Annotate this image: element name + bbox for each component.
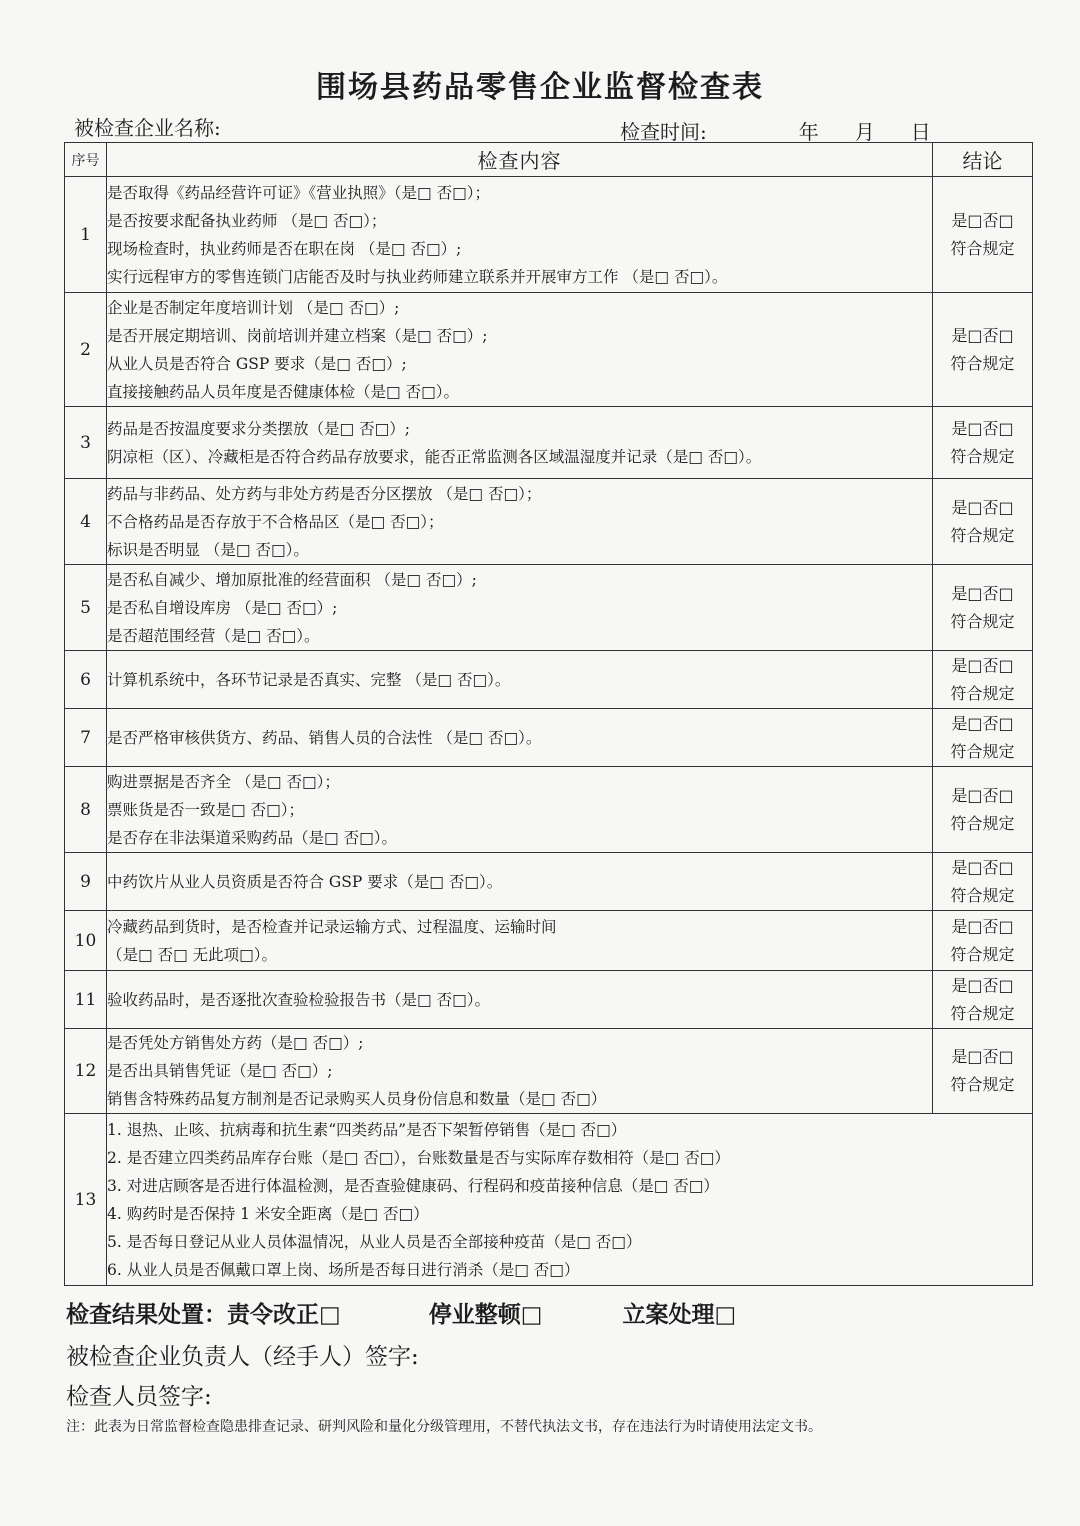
check-item-line: 从业人员是否符合 GSP 要求（是□ 否□）; [107, 354, 407, 373]
result-compliant: 符合规定 [950, 446, 1015, 466]
row-content [107, 177, 933, 293]
result-yes-no: 是□否□ [951, 785, 1014, 805]
result-yes-no: 是□否□ [951, 583, 1014, 603]
date-year-label: 年 [798, 120, 819, 144]
row-number: 7 [65, 709, 107, 767]
row-content [107, 911, 933, 971]
row-result [933, 1029, 1033, 1114]
company-name-label: 被检查企业名称: [74, 116, 221, 140]
check-item-line: 是否开展定期培训、岗前培训并建立档案（是□ 否□）; [107, 326, 488, 345]
check-item-line: 2. 是否建立四类药品库存台账（是□ 否□），台账数量是否与实际库存数相符（是□ 否□） [107, 1148, 730, 1167]
table-header-row [65, 143, 1033, 177]
row-result [933, 177, 1033, 293]
row-number: 3 [65, 407, 107, 479]
row-number: 8 [65, 767, 107, 853]
check-item-line: 是否按要求配备执业药师 （是□ 否□）； [107, 211, 387, 230]
company-signature-label: 被检查企业负责人（经手人）签字: [66, 1344, 419, 1370]
col-header-result: 结论 [933, 143, 1033, 177]
footnote: 注：此表为日常监督检查隐患排查记录、研判风险和量化分级管理用，不替代执法文书，存在违法行为时请使用法定文书。 [66, 1419, 822, 1435]
check-item-line: 是否存在非法渠道采购药品（是□ 否□）。 [107, 828, 397, 847]
row-result [933, 911, 1033, 971]
table-row [65, 407, 1033, 479]
check-item-line: 是否取得《药品经营许可证》《营业执照》（是□ 否□）； [107, 183, 490, 202]
check-item-line: （是□ 否□ 无此项□）。 [107, 945, 278, 964]
check-item-line: 5. 是否每日登记从业人员体温情况，从业人员是否全部接种疫苗（是□ 否□） [107, 1232, 642, 1251]
row-content [107, 1029, 933, 1114]
result-yes-no: 是□否□ [951, 325, 1014, 345]
row-number: 12 [65, 1029, 107, 1114]
result-compliant: 符合规定 [950, 683, 1015, 703]
result-yes-no: 是□否□ [951, 497, 1014, 517]
date-day-label: 日 [910, 120, 931, 144]
check-item-line: 是否严格审核供货方、药品、销售人员的合法性 （是□ 否□）。 [107, 728, 542, 747]
row-content [107, 407, 933, 479]
row-content [107, 767, 933, 853]
row-content [107, 293, 933, 407]
result-compliant: 符合规定 [950, 611, 1015, 631]
result-compliant: 符合规定 [950, 525, 1015, 545]
result-compliant: 符合规定 [950, 238, 1015, 258]
row-content [107, 709, 933, 767]
table-row [65, 177, 1033, 293]
check-item-line: 药品是否按温度要求分类摆放（是□ 否□）; [107, 419, 410, 438]
result-compliant: 符合规定 [950, 944, 1015, 964]
check-item-line: 标识是否明显 （是□ 否□）。 [107, 540, 309, 559]
result-yes-no: 是□否□ [951, 975, 1014, 995]
check-item-line: 冷藏药品到货时，是否检查并记录运输方式、过程温度、运输时间 [107, 917, 557, 936]
result-yes-no: 是□否□ [951, 210, 1014, 230]
date-month-label: 月 [854, 120, 875, 144]
table-row [65, 853, 1033, 911]
disposal-options [66, 1296, 736, 1329]
result-compliant: 符合规定 [950, 353, 1015, 373]
disposal-rectify: 检查结果处置：责令改正□ [66, 1301, 341, 1328]
table-row [65, 911, 1033, 971]
result-yes-no: 是□否□ [951, 655, 1014, 675]
inspector-signature-label: 检查人员签字: [66, 1384, 212, 1410]
row-result [933, 293, 1033, 407]
table-row [65, 293, 1033, 407]
row-content [107, 651, 933, 709]
col-header-no: 序号 [65, 143, 107, 177]
inspection-time [620, 116, 931, 145]
result-compliant: 符合规定 [950, 1075, 1015, 1094]
check-item-line: 直接接触药品人员年度是否健康体检（是□ 否□）。 [107, 382, 459, 401]
col-header-content: 检查内容 [107, 143, 933, 177]
check-item-line: 不合格药品是否存放于不合格品区（是□ 否□）； [107, 512, 444, 531]
row-content [107, 479, 933, 565]
check-item-line: 实行远程审方的零售连锁门店能否及时与执业药师建立联系并开展审方工作 （是□ 否□）。 [107, 267, 728, 286]
check-item-line: 是否私自增设库房 （是□ 否□）; [107, 598, 338, 617]
check-item-line: 是否出具销售凭证（是□ 否□）; [107, 1062, 333, 1080]
row-number: 10 [65, 911, 107, 971]
check-item-line: 中药饮片从业人员资质是否符合 GSP 要求（是□ 否□）。 [107, 872, 503, 891]
row-result [933, 709, 1033, 767]
check-item-line: 药品与非药品、处方药与非处方药是否分区摆放 （是□ 否□）； [107, 484, 542, 503]
check-item-line: 计算机系统中，各环节记录是否真实、完整 （是□ 否□）。 [107, 670, 511, 689]
result-yes-no: 是□否□ [951, 857, 1014, 877]
row-number: 4 [65, 479, 107, 565]
row-result [933, 971, 1033, 1029]
row-result [933, 853, 1033, 911]
row-result [933, 651, 1033, 709]
check-item-line: 是否凭处方销售处方药（是□ 否□）; [107, 1034, 364, 1052]
row-number: 5 [65, 565, 107, 651]
row-content [107, 853, 933, 911]
row-content [107, 971, 933, 1029]
check-item-line: 验收药品时，是否逐批次查验检验报告书（是□ 否□）。 [107, 990, 490, 1009]
row-number: 9 [65, 853, 107, 911]
inspection-time-label: 检查时间: [620, 120, 707, 144]
check-item-line: 票账货是否一致是□ 否□）； [107, 800, 304, 819]
row-number: 1 [65, 177, 107, 293]
row-content [107, 565, 933, 651]
disposal-file-case: 立案处理□ [622, 1301, 737, 1328]
check-item-line: 6. 从业人员是否佩戴口罩上岗、场所是否每日进行消杀（是□ 否□） [107, 1260, 580, 1279]
row-content [107, 1114, 1033, 1286]
row-result [933, 407, 1033, 479]
row-number: 13 [65, 1114, 107, 1286]
table-row [65, 709, 1033, 767]
row-result [933, 565, 1033, 651]
result-yes-no: 是□否□ [951, 1047, 1014, 1066]
result-yes-no: 是□否□ [951, 713, 1014, 733]
row-result [933, 767, 1033, 853]
row-number: 11 [65, 971, 107, 1029]
result-yes-no: 是□否□ [951, 418, 1014, 438]
row-number: 6 [65, 651, 107, 709]
check-item-line: 购进票据是否齐全 （是□ 否□）； [107, 772, 340, 791]
check-item-line: 企业是否制定年度培训计划 （是□ 否□）; [107, 298, 400, 317]
disposal-suspend: 停业整顿□ [428, 1301, 543, 1328]
row-number: 2 [65, 293, 107, 407]
check-item-line: 4. 购药时是否保持 1 米安全距离（是□ 否□） [107, 1204, 429, 1223]
check-item-line: 是否私自减少、增加原批准的经营面积 （是□ 否□）; [107, 570, 477, 589]
table-row [65, 767, 1033, 853]
check-item-line: 现场检查时，执业药师是否在职在岗 （是□ 否□）; [107, 239, 462, 258]
check-item-line: 1. 退热、止咳、抗病毒和抗生素“四类药品”是否下架暂停销售（是□ 否□） [107, 1120, 627, 1139]
row-result [933, 479, 1033, 565]
result-compliant: 符合规定 [950, 1003, 1015, 1023]
inspection-table [64, 142, 1033, 1286]
check-item-line: 销售含特殊药品复方制剂是否记录购买人员身份信息和数量（是□ 否□） [107, 1090, 607, 1108]
table-row [65, 565, 1033, 651]
result-compliant: 符合规定 [950, 885, 1015, 905]
table-row [65, 651, 1033, 709]
result-yes-no: 是□否□ [951, 916, 1014, 936]
form-title: 围场县药品零售企业监督检查表 [316, 70, 764, 105]
result-compliant: 符合规定 [950, 741, 1015, 761]
table-row [65, 1114, 1033, 1286]
result-compliant: 符合规定 [950, 813, 1015, 833]
table-row [65, 1029, 1033, 1114]
table-row [65, 479, 1033, 565]
check-item-line: 是否超范围经营（是□ 否□）。 [107, 626, 320, 645]
table-row [65, 971, 1033, 1029]
check-item-line: 阴凉柜（区）、冷藏柜是否符合药品存放要求，能否正常监测各区域温湿度并记录（是□ 否□）。 [107, 447, 762, 466]
check-item-line: 3. 对进店顾客是否进行体温检测，是否查验健康码、行程码和疫苗接种信息（是□ 否□） [107, 1176, 719, 1195]
